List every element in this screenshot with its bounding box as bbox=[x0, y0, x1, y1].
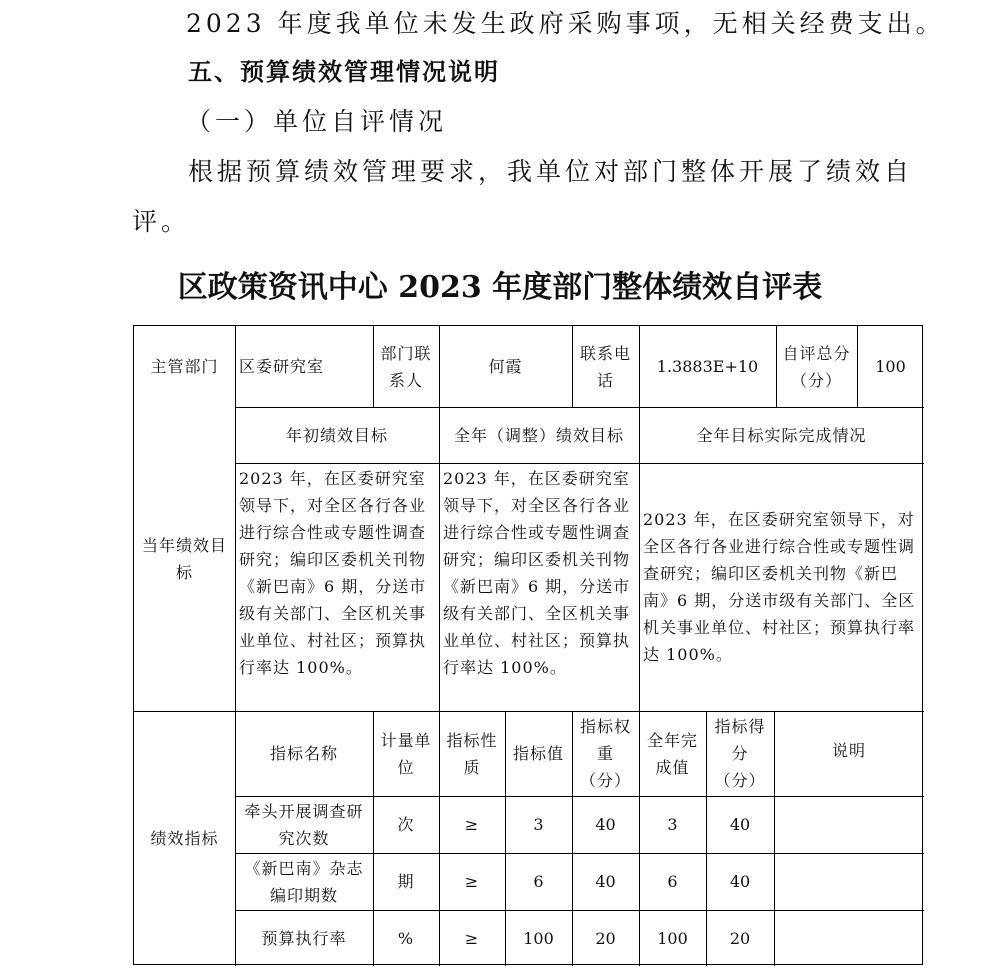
indicator-unit: 期 bbox=[397, 872, 415, 891]
indicator-target: 3 bbox=[533, 815, 544, 834]
adjusted-goal-text: 2023 年，在区委研究室领导下，对全区各行各业进行综合性或专题性调查研究；编印区委机关刊物《新巴南》6 期，分送市级有关部门、全区机关事业单位、村社区；预算执行率达 100%。 bbox=[443, 469, 631, 677]
indicator-score: 40 bbox=[729, 872, 751, 891]
indicator-target: 100 bbox=[523, 928, 554, 948]
col-nature-line1: 指标性 bbox=[446, 730, 498, 750]
indicator-unit: 次 bbox=[397, 815, 415, 834]
col-score-line2: 分 bbox=[731, 744, 749, 763]
goals-row-label bbox=[134, 407, 235, 711]
paragraph-self-evaluation-line2: 评。 bbox=[132, 207, 191, 236]
indicators-row-label: 绩效指标 bbox=[150, 829, 219, 848]
table-row-name bbox=[235, 796, 373, 853]
col-nature bbox=[439, 711, 505, 796]
col-unit-line2: 位 bbox=[397, 757, 415, 777]
col-weight-line3: （分） bbox=[579, 771, 631, 790]
phone-label-line2: 话 bbox=[596, 370, 614, 390]
actual-completion-text: 2023 年，在区委研究室领导下，对全区各行各业进行综合性或专题性调查研究；编印区委机关刊物《新巴南》6 期，分送市级有关部门、全区机关事业单位、村社区；预算执行率达 100%。 bbox=[643, 510, 916, 664]
indicator-completed: 6 bbox=[667, 872, 678, 891]
indicator-target: 6 bbox=[533, 872, 544, 891]
indicator-name-line1: 牵头开展调查研 bbox=[244, 801, 364, 821]
indicator-weight: 40 bbox=[595, 815, 616, 834]
col-weight bbox=[572, 711, 639, 796]
performance-table bbox=[133, 325, 923, 965]
contact-value: 何霞 bbox=[488, 357, 523, 376]
indicator-name-line1: 预算执行率 bbox=[261, 928, 347, 948]
col-completed-line2: 成值 bbox=[655, 757, 690, 777]
indicator-unit: % bbox=[397, 928, 415, 948]
indicator-nature: ≥ bbox=[464, 928, 480, 948]
paragraph-procurement: 2023 年度我单位未发生政府采购事项，无相关经费支出。 bbox=[186, 9, 945, 38]
indicator-nature: ≥ bbox=[464, 872, 480, 891]
col-initial-goal: 年初绩效目标 bbox=[285, 425, 388, 445]
score-label-line2: （分） bbox=[790, 370, 842, 390]
indicator-completed: 100 bbox=[657, 928, 688, 948]
col-indicator-name: 指标名称 bbox=[269, 744, 338, 763]
col-note: 说明 bbox=[831, 741, 866, 760]
contact-label bbox=[373, 326, 439, 407]
dept-value: 区委研究室 bbox=[239, 357, 325, 376]
table-row-name bbox=[235, 853, 373, 910]
section-heading-budget-performance: 五、预算绩效管理情况说明 bbox=[188, 57, 500, 86]
goals-row-label-line1: 当年绩效目 bbox=[141, 536, 227, 555]
dept-label: 主管部门 bbox=[150, 357, 219, 376]
indicator-nature: ≥ bbox=[464, 815, 480, 834]
indicator-name-line1: 《新巴南》杂志 bbox=[244, 858, 364, 878]
indicator-completed: 3 bbox=[667, 815, 678, 834]
initial-goal-text: 2023 年，在区委研究室领导下，对全区各行各业进行综合性或专题性调查研究；编印区委机关刊物《新巴南》6 期，分送市级有关部门、全区机关事业单位、村社区；预算执行率达 100%。 bbox=[239, 469, 427, 677]
col-score bbox=[706, 711, 774, 796]
score-label bbox=[776, 326, 857, 407]
col-score-line3: （分） bbox=[714, 771, 766, 790]
indicator-name-line2: 究次数 bbox=[278, 828, 330, 848]
table-row-name bbox=[235, 910, 373, 966]
col-score-line1: 指标得 bbox=[714, 717, 766, 736]
indicator-score: 20 bbox=[729, 928, 751, 948]
col-actual-completion: 全年目标实际完成情况 bbox=[696, 425, 867, 445]
col-nature-line2: 质 bbox=[463, 757, 481, 777]
contact-label-line1: 部门联 bbox=[380, 343, 432, 363]
indicator-name-line2: 编印期数 bbox=[269, 885, 338, 905]
col-weight-line2: 重 bbox=[596, 744, 614, 763]
phone-label bbox=[572, 326, 639, 407]
col-target-value: 指标值 bbox=[512, 744, 564, 763]
score-label-line1: 自评总分 bbox=[782, 343, 851, 363]
col-unit bbox=[373, 711, 439, 796]
col-weight-line1: 指标权 bbox=[579, 717, 631, 736]
score-value: 100 bbox=[875, 357, 906, 376]
goals-row-label-line2: 标 bbox=[175, 563, 193, 582]
indicator-score: 40 bbox=[729, 815, 751, 834]
paragraph-self-evaluation-line1: 根据预算绩效管理要求，我单位对部门整体开展了绩效自 bbox=[188, 157, 914, 186]
indicator-weight: 40 bbox=[595, 872, 616, 891]
subsection-heading-self-evaluation: （一）单位自评情况 bbox=[186, 107, 448, 136]
col-completed bbox=[639, 711, 706, 796]
indicator-weight: 20 bbox=[595, 928, 616, 948]
col-adjusted-goal: 全年（调整）绩效目标 bbox=[453, 425, 624, 445]
actual-completion-cell bbox=[639, 463, 924, 711]
phone-label-line1: 联系电 bbox=[579, 343, 631, 363]
contact-label-line2: 系人 bbox=[388, 370, 423, 390]
col-completed-line1: 全年完 bbox=[646, 730, 698, 750]
phone-value: 1.3883E+10 bbox=[656, 357, 759, 376]
col-unit-line1: 计量单 bbox=[380, 730, 432, 750]
table-title: 区政策资讯中心 2023 年度部门整体绩效自评表 bbox=[177, 270, 823, 305]
